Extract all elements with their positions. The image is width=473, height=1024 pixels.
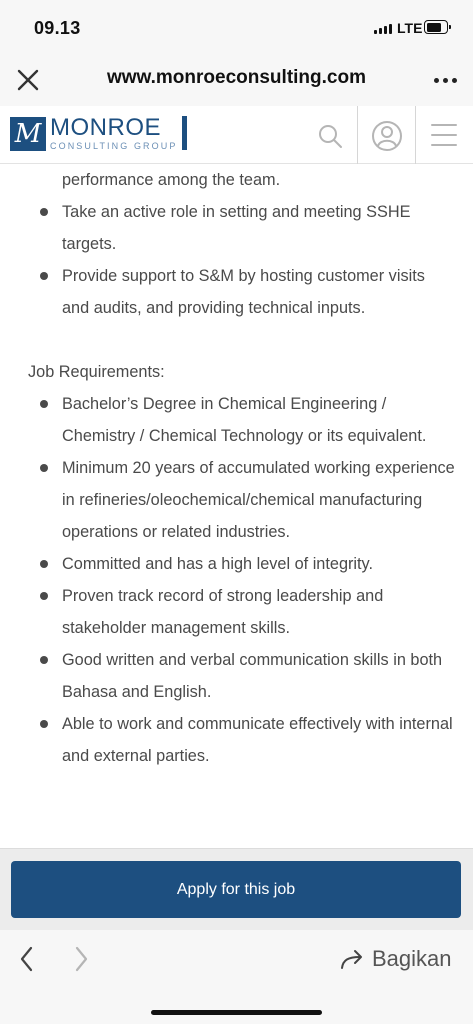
requirements-heading: Job Requirements:	[28, 363, 165, 381]
battery-icon	[424, 20, 448, 34]
list-item: Take an active role in setting and meeting SSHE targets.	[0, 196, 473, 260]
job-description	[0, 164, 473, 848]
user-icon[interactable]	[371, 120, 403, 152]
search-icon[interactable]	[316, 122, 344, 150]
header-divider	[415, 106, 416, 164]
requirements-list	[0, 388, 473, 772]
list-item: Proven track record of strong leadership and stakeholder management skills.	[0, 580, 473, 644]
apply-bar	[0, 848, 473, 930]
list-item: Minimum 20 years of accumulated working experience in refineries/oleochemical/chemical manufacturing operations or related industries.	[0, 452, 473, 548]
share-button[interactable]	[340, 944, 452, 974]
responsibilities-list	[0, 164, 473, 324]
list-item: Provide support to S&M by hosting customer visits and audits, and providing technical inputs.	[0, 260, 473, 324]
list-item: performance among the team.	[62, 171, 281, 189]
header-divider	[357, 106, 358, 164]
menu-icon[interactable]	[430, 122, 458, 148]
apply-button[interactable]: Apply for this job	[11, 861, 461, 918]
chevron-left-icon[interactable]	[16, 944, 38, 974]
network-label: LTE	[397, 20, 423, 36]
signal-icon	[374, 24, 392, 34]
share-label: Bagikan	[372, 946, 452, 971]
url-text[interactable]: www.monroeconsulting.com	[107, 67, 366, 88]
share-icon	[340, 948, 366, 970]
list-item: Able to work and communicate effectively with internal and external parties.	[0, 708, 473, 772]
more-horizontal-icon[interactable]	[430, 66, 460, 94]
logo-text	[50, 116, 177, 151]
list-item: Good written and verbal communication skills in both Bahasa and English.	[0, 644, 473, 708]
browser-address-bar	[0, 56, 473, 106]
monroe-logo[interactable]	[10, 116, 177, 151]
list-item: Committed and has a high level of integrity.	[0, 548, 473, 580]
home-indicator[interactable]	[151, 1010, 322, 1015]
site-header	[0, 106, 473, 164]
chevron-right-icon[interactable]	[70, 944, 92, 974]
browser-toolbar	[0, 930, 473, 1024]
logo-mark-icon: M	[10, 117, 46, 151]
logo-subtitle: CONSULTING GROUP	[50, 141, 178, 151]
status-time: 09.13	[34, 18, 81, 38]
logo-bar	[182, 116, 187, 150]
logo-name: MONROE	[50, 114, 161, 141]
status-bar	[0, 0, 473, 56]
list-item: Bachelor’s Degree in Chemical Engineering / Chemistry / Chemical Technology or its equivalent.	[0, 388, 473, 452]
